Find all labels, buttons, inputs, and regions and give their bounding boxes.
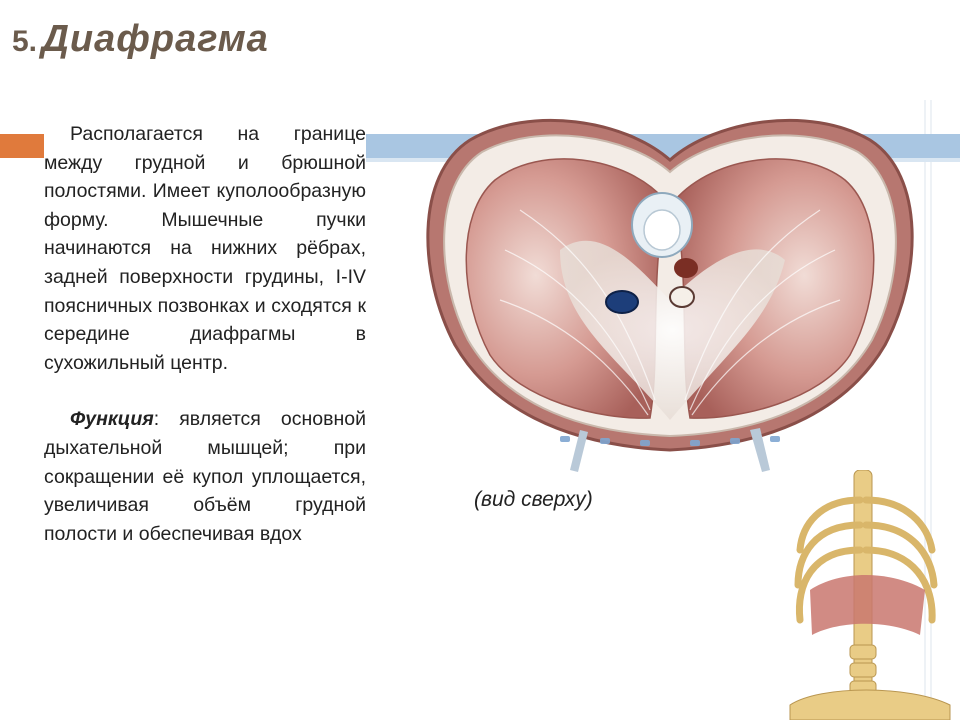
function-paragraph [44,405,366,548]
function-colon: : [153,408,160,431]
title-text: Диафрагма [41,18,269,60]
ribcage-illustration [780,470,960,720]
diaphragm-illustration [410,100,930,480]
diagram-caption: (вид сверху) [474,488,593,511]
description-paragraph: Располагается на границе между грудной и брюшной полостями. Имеет куполообразную форму. Мышечные пучки начинаются на нижних рёбрах, задней поверхности грудины, I-IV поясничных позвонках и сходятся к середине диафрагмы в сухожильный центр. [44,123,366,374]
slide-title [12,18,269,61]
title-number: 5. [12,25,38,58]
function-text: является основной дыхательной мышцей; при сокращении её купол уплощается, увеличивая объём грудной полости и обеспечивая вдох [44,408,366,545]
body-text [44,120,366,548]
function-label: Функция [70,408,154,431]
